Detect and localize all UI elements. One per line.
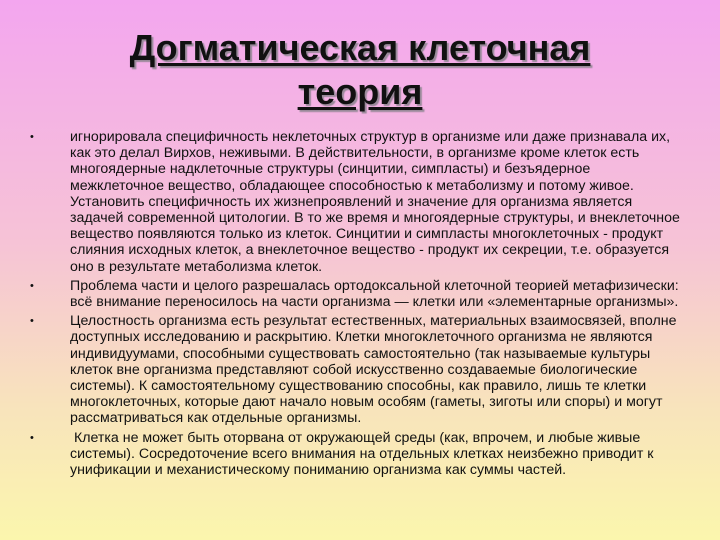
list-item-text: игнорировала специфичность неклеточных структур в организме или даже признавала их, как это делал Вирхов, неживыми. В действительности, в организме кроме клеток есть многоядерные надклеточные структуры (синцитии, симпласты) и безъядерное межклеточное вещество, обладающее способностью к метаболизму и потому живое. Установить специфичность их жизнепроявлений и значение для организма является задачей современной цитологии. В то же время и многоядерные структуры, и внеклеточное вещество появляются только из клеток. Синцитии и симпласты многоклеточных - продукт слияния исходных клеток, а внеклеточное вещество - продукт их секреции, т.е. образуется оно в результате метаболизма клеток.: [70, 129, 680, 275]
list-item-text: Целостность организма есть результат естественных, материальных взаимосвязей, вполне доступных исследованию и раскрытию. Клетки многоклеточного организма не являются индивидуумами, способными существовать самостоятельно (так называемые культуры клеток вне организма представляют собой искусственно создаваемые биологические системы). К самостоятельному существованию способны, как правило, лишь те клетки многоклеточных, которые дают начало новым особям (гаметы, зиготы или споры) и могут рассматриваться как отдельные организмы.: [70, 313, 677, 427]
bullet-icon: •: [30, 279, 34, 292]
list-item-text: Клетка не может быть оторвана от окружающей среды (как, впрочем, и любые живые системы). Сосредоточение всего внимания на отдельных клетках неизбежно приводит к унификации и механистическому пониманию организма как суммы частей.: [70, 429, 658, 479]
list-item: [30, 430, 680, 479]
title-line-1: Догматическая клеточная: [129, 27, 591, 68]
bullet-list: [30, 129, 680, 478]
list-item: [30, 129, 680, 275]
list-item-text: Проблема части и целого разрешалась ортодоксальной клеточной теорией метафизически: всё внимание переносилось на части организма — клетки или «элементарные организмы».: [70, 277, 679, 311]
bullet-icon: •: [30, 431, 34, 444]
bullet-icon: •: [30, 131, 34, 143]
slide-title: [60, 26, 660, 114]
list-item: [30, 313, 680, 426]
list-item: [30, 278, 680, 310]
title-line-2: теория: [297, 71, 423, 112]
bullet-icon: •: [30, 315, 34, 328]
